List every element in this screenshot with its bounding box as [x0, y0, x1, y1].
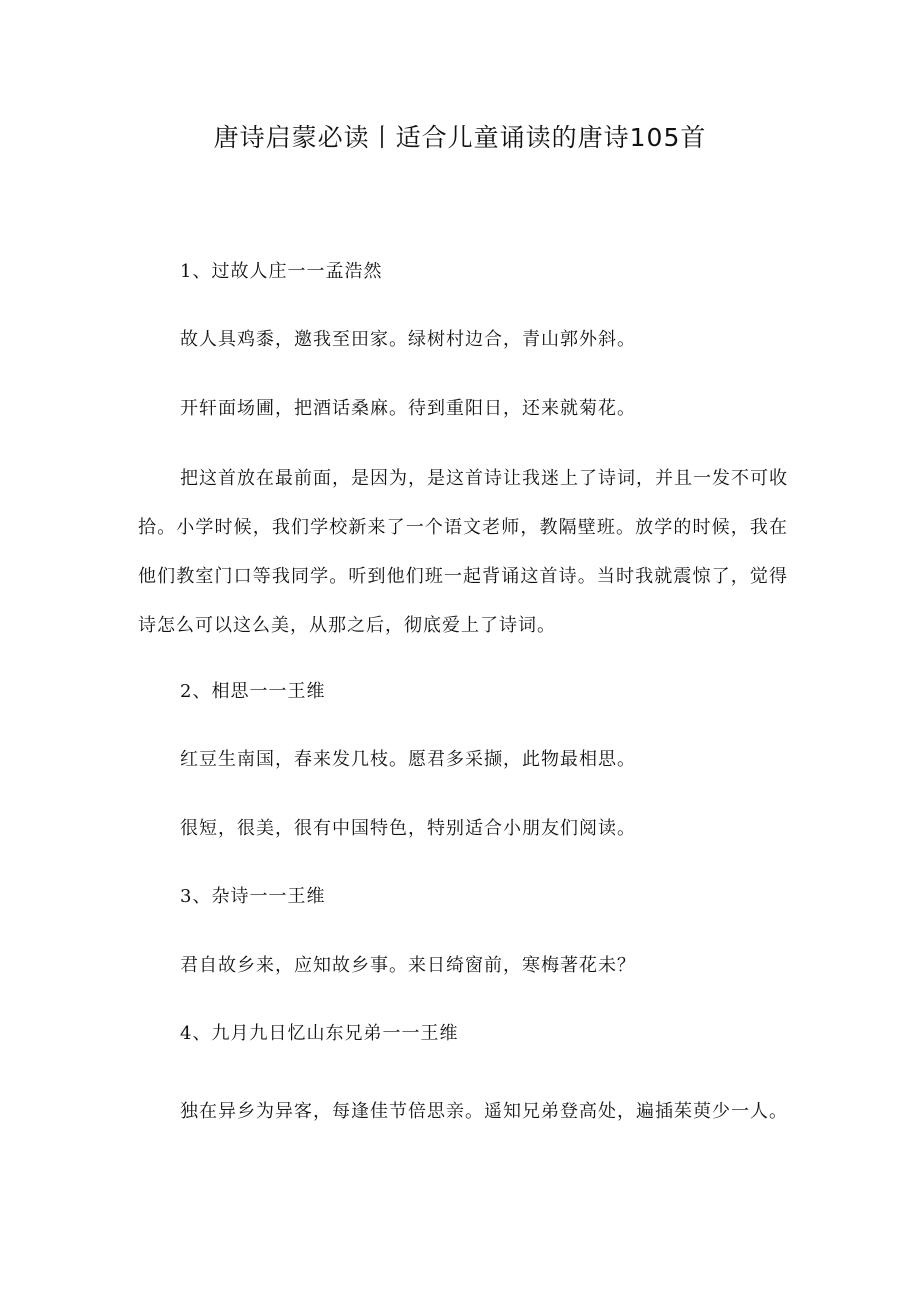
document-title: 唐诗启蒙必读丨适合儿童诵读的唐诗105首	[213, 123, 707, 152]
poem-2-commentary: 很短，很美，很有中国特色，特别适合小朋友们阅读。	[180, 818, 636, 839]
poem-1-line-1: 故人具鸡黍，邀我至田家。绿树村边合，青山郭外斜。	[180, 329, 636, 350]
poem-1-line-2: 开轩面场圃，把酒话桑麻。待到重阳日，还来就菊花。	[180, 398, 636, 419]
poem-1-commentary: 把这首放在最前面，是因为，是这首诗让我迷上了诗词，并且一发不可收拾。小学时候，我们学校新来了一个语文老师，教隔壁班。放学的时候，我在他们教室门口等我同学。听到他们班一起背诵这首诗。当时我就震惊了，觉得诗怎么可以这么美，从那之后，彻底爱上了诗词。	[138, 468, 788, 636]
poem-4-heading: 4、九月九日忆山东兄弟一一王维	[180, 1023, 459, 1044]
poem-3-heading: 3、杂诗一一王维	[180, 886, 326, 907]
poem-4-line-1: 独在异乡为异客，每逢佳节倍思亲。遥知兄弟登高处，遍插茱萸少一人。	[180, 1101, 788, 1122]
poem-3-line-1: 君自故乡来，应知故乡事。来日绮窗前，寒梅著花未？	[180, 955, 636, 976]
poem-1-heading: 1、过故人庄一一孟浩然	[180, 261, 383, 282]
poem-2-line-1: 红豆生南国，春来发几枝。愿君多采撷，此物最相思。	[180, 749, 636, 770]
poem-2-heading: 2、相思一一王维	[180, 681, 326, 702]
